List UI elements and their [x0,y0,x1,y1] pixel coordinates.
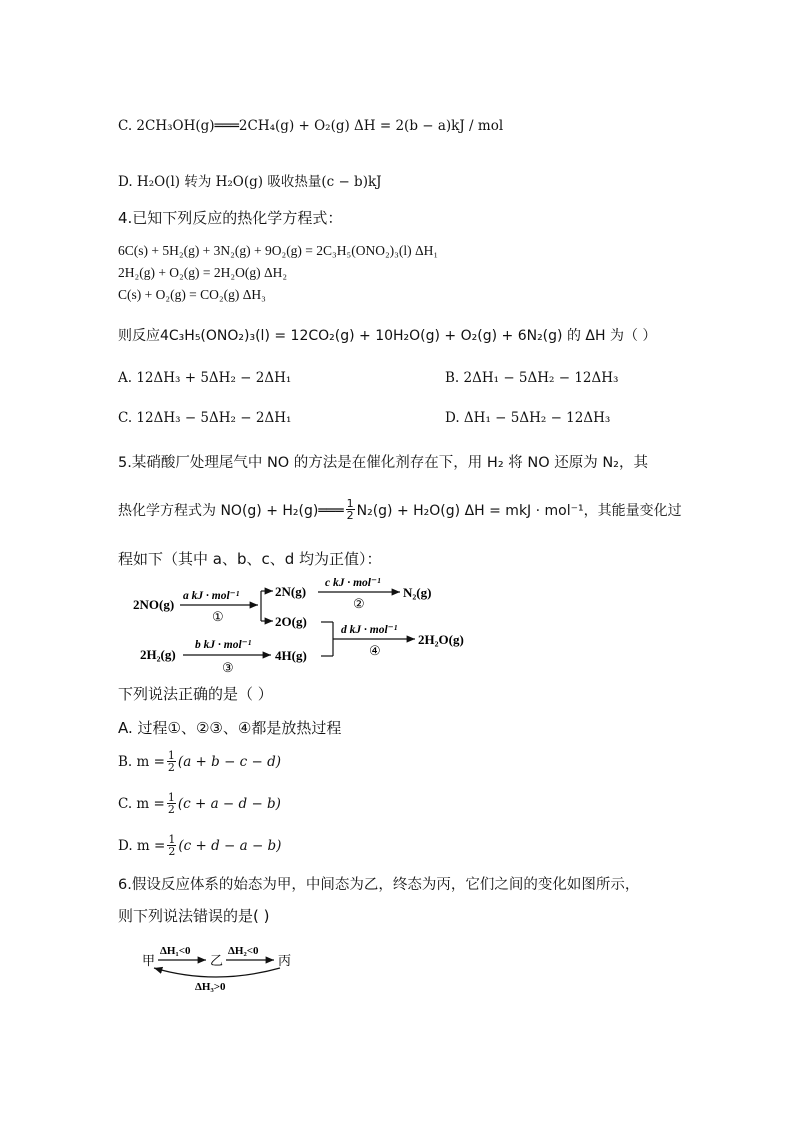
q5-half-fraction [346,498,355,521]
q5-line2-pre: 热化学方程式为 NO(g) + H₂(g)═══ [118,502,344,519]
q5-option-d-pre: D. m = [118,837,166,854]
q6-path-diagram [140,938,320,998]
q5-option-b [118,750,281,773]
node-4h: 4H(g) [275,648,307,663]
step-4: ④ [369,643,381,658]
option-c-prev: C. 2CH₃OH(g)═══2CH₄(g) + O₂(g) ΔH = 2(b − a)kJ / mol [118,118,504,134]
q5-option-d-post: (c + d − a − b) [178,837,282,854]
q5-option-b-pre: B. m = [118,753,165,770]
q5-option-c-frac [167,792,176,815]
q5-half-num: 1 [346,497,354,510]
label-dh3: ΔH₃>0 [195,981,226,993]
label-c: c kJ · mol⁻¹ [325,577,381,589]
q5-option-d-frac [167,834,176,857]
node-2no: 2NO(g) [133,597,175,612]
q4-option-a: A. 12ΔH₃ + 5ΔH₂ − 2ΔH₁ [118,370,292,386]
node-n2: N₂(g) [403,585,432,600]
label-d: d kJ · mol⁻¹ [341,624,398,636]
q4-eq1: 6C(s) + 5H₂(g) + 3N₂(g) + 9O₂(g) = 2C₃H₅(ONO₂)₃(l) ΔH₁ [118,243,439,258]
step-2: ② [353,596,365,611]
q4-ask: 则反应4C₃H₅(ONO₂)₃(l) = 12CO₂(g) + 10H₂O(g) + O₂(g) + 6N₂(g) 的 ΔH 为（ ） [118,328,657,344]
q5-option-d [118,834,281,857]
q5-ask: 下列说法正确的是（ ） [118,685,273,703]
q5-option-c-den: 2 [167,803,175,816]
q6-line2: 则下列说法错误的是( ) [118,907,270,925]
option-d-prev: D. H₂O(l) 转为 H₂O(g) 吸收热量(c − b)kJ [118,174,382,190]
label-dh2: ΔH₂<0 [228,945,259,957]
step-1: ① [212,609,224,624]
step-3: ③ [222,660,234,675]
q6-line1: 6.假设反应体系的始态为甲，中间态为乙，终态为丙，它们之间的变化如图所示， [118,877,640,893]
q5-option-b-num: 1 [167,749,175,762]
q5-option-c-post: (c + a − d − b) [177,795,281,812]
q4-option-c: C. 12ΔH₃ − 5ΔH₂ − 2ΔH₁ [118,410,292,426]
state-bing: 丙 [278,953,292,968]
state-jia: 甲 [142,953,156,968]
q5-option-b-den: 2 [167,761,175,774]
q5-option-c-pre: C. m = [118,795,165,812]
label-b: b kJ · mol⁻¹ [195,639,252,651]
q5-half-den: 2 [346,509,354,522]
q5-line1: 5.某硝酸厂处理尾气中 NO 的方法是在催化剂存在下，用 H₂ 将 NO 还原为 N₂，其 [118,455,648,471]
q5-option-b-post: (a + b − c − d) [177,753,282,770]
node-2h2o: 2H₂O(g) [418,632,464,647]
q5-line3: 程如下（其中 a、b、c、d 均为正值）： [118,550,382,568]
q4-stem: 4.已知下列反应的热化学方程式： [118,209,343,227]
q4-eq3: C(s) + O₂(g) = CO₂(g) ΔH₃ [118,287,266,302]
q5-option-d-num: 1 [168,833,176,846]
q4-option-b: B. 2ΔH₁ − 5ΔH₂ − 12ΔH₃ [445,370,619,386]
q5-option-d-den: 2 [168,845,176,858]
label-dh1: ΔH₁<0 [160,945,191,957]
q4-eq2: 2H₂(g) + O₂(g) = 2H₂O(g) ΔH₂ [118,265,288,280]
q5-option-b-frac [167,750,176,773]
q5-line2-post: N₂(g) + H₂O(g) ΔH = mkJ · mol⁻¹，其能量变化过 [356,502,682,519]
label-a: a kJ · mol⁻¹ [183,590,240,602]
q5-option-c-num: 1 [167,791,175,804]
q5-option-c [118,792,281,815]
node-2n: 2N(g) [275,584,307,599]
node-2h2: 2H₂(g) [140,647,176,662]
q5-line2 [118,498,682,521]
q5-option-a: A. 过程①、②③、④都是放热过程 [118,719,342,737]
q5-energy-diagram [125,575,485,675]
q4-option-d: D. ΔH₁ − 5ΔH₂ − 12ΔH₃ [445,410,611,426]
state-yi: 乙 [210,953,224,968]
node-2o: 2O(g) [275,614,307,629]
